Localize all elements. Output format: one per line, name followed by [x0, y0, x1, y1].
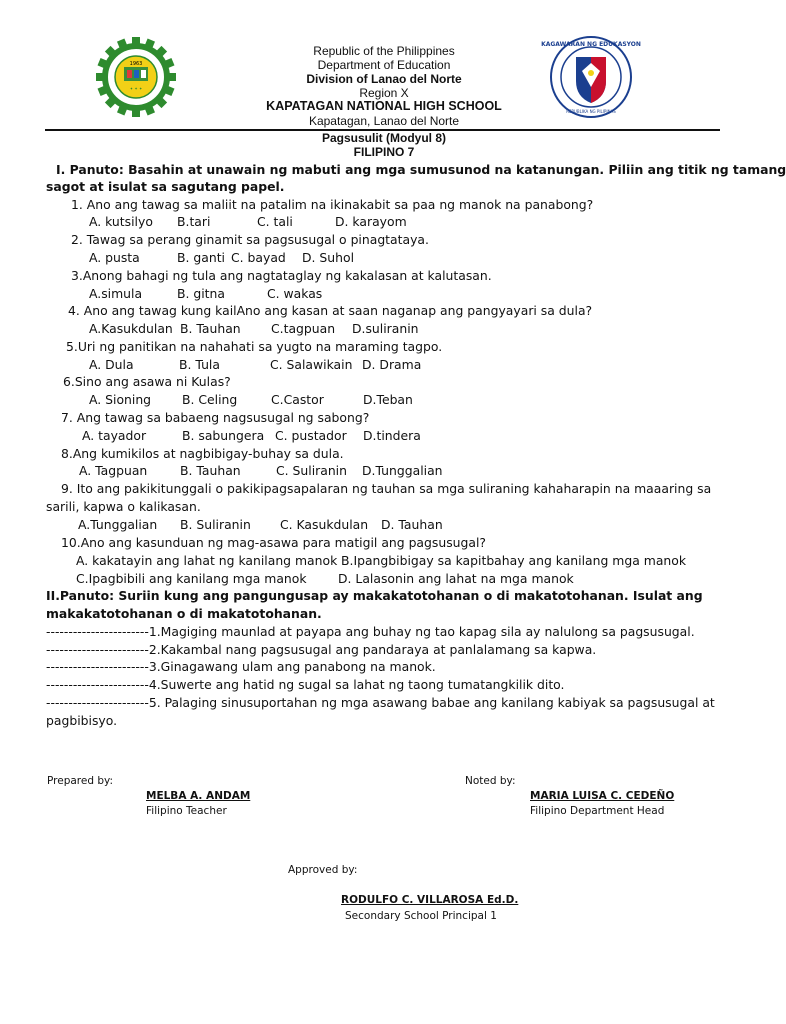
q9-choice-b: B. Suliranin — [180, 517, 251, 532]
question-2: 2. Tawag sa perang ginamit sa pagsusugal o pinagtataya. — [71, 232, 429, 247]
q7-choice-a: A. tayador — [82, 428, 147, 443]
q3-choice-b: B. gitna — [177, 286, 225, 301]
q1-choice-d: D. karayom — [335, 214, 407, 229]
q4-choice-d: D.suliranin — [352, 321, 419, 336]
header-region: Region X — [359, 86, 409, 100]
q8-choice-a: A. Tagpuan — [79, 463, 148, 478]
header-department: Department of Education — [317, 58, 451, 72]
q3-choice-c: C. wakas — [267, 286, 323, 301]
q6-choice-b: B. Celing — [182, 392, 238, 407]
true-false-item-5-cont: pagbibisyo. — [46, 713, 118, 728]
q10-choice-c: C.Ipagbibili ang kanilang mga manok — [76, 571, 307, 586]
test-title: Pagsusulit (Modyul 8) — [321, 131, 446, 145]
q8-choice-b: B. Tauhan — [180, 463, 241, 478]
approved-by-title: Secondary School Principal 1 — [345, 910, 497, 922]
svg-text:KAGAWARAN NG EDUKASYON: KAGAWARAN NG EDUKASYON — [541, 41, 641, 48]
header-location: Kapatagan, Lanao del Norte — [308, 114, 460, 128]
noted-by-title: Filipino Department Head — [530, 805, 665, 817]
svg-text:REPUBLIKA NG PILIPINAS: REPUBLIKA NG PILIPINAS — [566, 109, 616, 114]
q2-choice-a: A. pusta — [89, 250, 140, 265]
q4-choice-a: A.Kasukdulan — [89, 321, 173, 336]
q1-choice-b: B.tari — [177, 214, 211, 229]
true-false-item-1: -----------------------1.Magiging maunlad at payapa ang buhay ng tao kapag sila ay nalulong sa pagsusugal. — [46, 624, 695, 639]
q10-choice-b: B.Ipangbibigay sa kapitbahay ang kanilang mga manok — [341, 553, 687, 568]
prepared-by-label: Prepared by: — [47, 775, 113, 787]
true-false-item-2: -----------------------2.Kakambal nang pagsusugal ang pandaraya at panlalamang sa kapwa. — [46, 642, 597, 657]
q1-choice-c: C. tali — [257, 214, 293, 229]
q7-choice-d: D.tindera — [363, 428, 421, 443]
question-9-cont: sarili, kapwa o kalikasan. — [46, 499, 201, 514]
q9-choice-c: C. Kasukdulan — [280, 517, 369, 532]
q5-choice-a: A. Dula — [89, 357, 134, 372]
approved-by-label: Approved by: — [288, 864, 358, 876]
true-false-item-4: -----------------------4.Suwerte ang hatid ng sugal sa lahat ng taong tumatangkilik dito. — [46, 677, 565, 692]
seal-year: 1963 — [129, 61, 143, 67]
svg-text:✦ ✦ ✦: ✦ ✦ ✦ — [129, 86, 143, 91]
noted-by-label: Noted by: — [465, 775, 516, 787]
question-8: 8.Ang kumikilos at nagbibigay-buhay sa dula. — [61, 446, 344, 461]
noted-by-name: MARIA LUISA C. CEDEÑO — [530, 790, 675, 802]
question-9: 9. Ito ang pakikitunggali o pakikipagsapalaran ng tauhan sa mga suliraning kahaharapin na maaaring sa — [61, 481, 712, 496]
header-division: Division of Lanao del Norte — [306, 72, 462, 86]
q2-choice-c: C. bayad — [231, 250, 286, 265]
q2-choice-d: D. Suhol — [302, 250, 355, 265]
question-4: 4. Ano ang tawag kung kailAno ang kasan at saan naganap ang pangyayari sa dula? — [68, 303, 593, 318]
q9-choice-d: D. Tauhan — [381, 517, 443, 532]
q10-choice-a: A. kakatayin ang lahat ng kanilang manok — [76, 553, 338, 568]
question-5: 5.Uri ng panitikan na nahahati sa yugto na maraming tagpo. — [66, 339, 443, 354]
subject-title: FILIPINO 7 — [353, 145, 415, 159]
prepared-by-title: Filipino Teacher — [146, 805, 227, 817]
q4-choice-c: C.tagpuan — [271, 321, 336, 336]
q3-choice-a: A.simula — [89, 286, 143, 301]
q8-choice-d: D.Tunggalian — [362, 463, 443, 478]
question-10: 10.Ano ang kasunduan ng mag-asawa para matigil ang pagsusugal? — [61, 535, 486, 550]
true-false-item-3: -----------------------3.Ginagawang ulam ang panabong na manok. — [46, 659, 436, 674]
question-1: 1. Ano ang tawag sa maliit na patalim na ikinakabit sa paa ng manok na panabong? — [71, 197, 594, 212]
prepared-by-name: MELBA A. ANDAM — [146, 790, 251, 802]
q7-choice-c: C. pustador — [275, 428, 347, 443]
section2-instruction-cont: makakatotohanan o di makatotohanan. — [46, 606, 322, 621]
q7-choice-b: B. sabungera — [182, 428, 265, 443]
question-6: 6.Sino ang asawa ni Kulas? — [63, 374, 231, 389]
q6-choice-d: D.Teban — [363, 392, 413, 407]
true-false-item-5: -----------------------5. Palaging sinusuportahan ng mga asawang babae ang kanilang kabiyak sa pagsusugal at — [46, 695, 715, 710]
q6-choice-a: A. Sioning — [89, 392, 152, 407]
section1-instruction: I. Panuto: Basahin at unawain ng mabuti ang mga sumusunod na katanungan. Piliin ang titik ng tamang — [56, 162, 786, 177]
q8-choice-c: C. Suliranin — [276, 463, 347, 478]
question-3: 3.Anong bahagi ng tula ang nagtataglay ng kakalasan at kalutasan. — [71, 268, 492, 283]
approved-by-name: RODULFO C. VILLAROSA Ed.D. — [341, 894, 519, 906]
q6-choice-c: C.Castor — [271, 392, 324, 407]
q2-choice-b: B. ganti — [177, 250, 225, 265]
header-republic: Republic of the Philippines — [313, 44, 455, 58]
header-school: KAPATAGAN NATIONAL HIGH SCHOOL — [266, 99, 502, 113]
section1-instruction-cont: sagot at isulat sa sagutang papel. — [46, 179, 285, 194]
q9-choice-a: A.Tunggalian — [78, 517, 158, 532]
q5-choice-d: D. Drama — [362, 357, 422, 372]
q5-choice-b: B. Tula — [179, 357, 220, 372]
question-7: 7. Ang tawag sa babaeng nagsusugal ng sabong? — [61, 410, 370, 425]
q1-choice-a: A. kutsilyo — [89, 214, 153, 229]
q4-choice-b: B. Tauhan — [180, 321, 241, 336]
section2-instruction: II.Panuto: Suriin kung ang pangungusap ay makakatotohanan o di makatotohanan. Isulat ang — [46, 588, 703, 603]
q10-choice-d: D. Lalasonin ang lahat na mga manok — [338, 571, 574, 586]
q5-choice-c: C. Salawikain — [270, 357, 353, 372]
